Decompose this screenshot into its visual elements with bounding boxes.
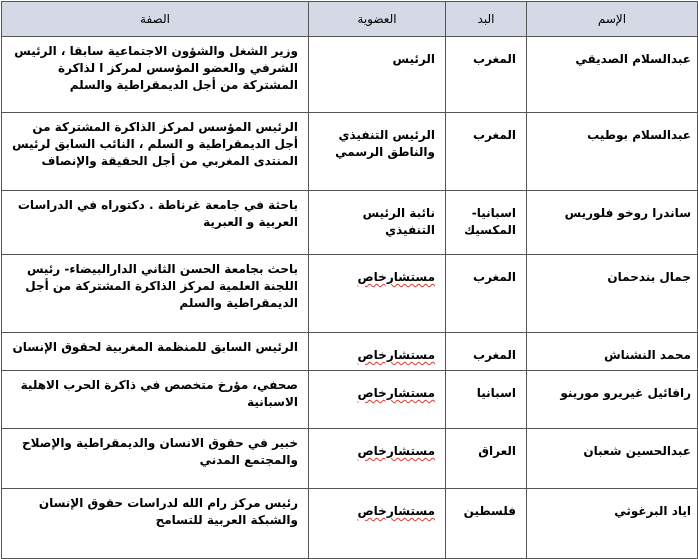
cell-name: محمد النشناش <box>527 333 698 371</box>
cell-name: عبدالسلام الصديقي <box>527 37 698 113</box>
header-country: البد <box>446 2 527 37</box>
header-name: الإسم <box>527 2 698 37</box>
cell-description: خبير في حقوق الانسان والديمقراطية والإصلاح والمجتمع المدني <box>2 429 309 489</box>
membership-text: مستشارخاص <box>357 348 435 362</box>
table-row <box>2 489 698 559</box>
header-membership: العضوية <box>309 2 446 37</box>
cell-country: المغرب <box>446 255 527 333</box>
table-row <box>2 113 698 191</box>
cell-name: عبدالسلام بوطيب <box>527 113 698 191</box>
cell-description: الرئيس السابق للمنظمة المغربية لحقوق الإنسان <box>2 333 309 371</box>
header-description: الصفة <box>2 2 309 37</box>
cell-membership: الرئيس <box>309 37 446 113</box>
cell-membership <box>309 489 446 559</box>
cell-country: اسبانيا- المكسيك <box>446 191 527 255</box>
cell-membership: الرئيس التنفيذي والناطق الرسمي <box>309 113 446 191</box>
members-table <box>1 1 698 559</box>
cell-membership <box>309 255 446 333</box>
cell-membership <box>309 371 446 429</box>
membership-text: مستشارخاص <box>357 270 435 284</box>
membership-text: مستشارخاص <box>357 444 435 458</box>
membership-text: مستشارخاص <box>357 504 435 518</box>
cell-description: صحفي، مؤرخ متخصص في ذاكرة الحرب الاهلية الاسبانية <box>2 371 309 429</box>
cell-country: فلسطين <box>446 489 527 559</box>
cell-country: المغرب <box>446 113 527 191</box>
cell-membership <box>309 429 446 489</box>
cell-name: رافائيل غيريرو مورينو <box>527 371 698 429</box>
cell-description: وزير الشغل والشؤون الاجتماعية سابقا ، الرئيس الشرفي والعضو المؤسس لمركز ا لذاكرة المشتركة من أجل الديمقراطية والسلم <box>2 37 309 113</box>
cell-description: باحثة في جامعة غرناطة . دكتوراه في الدراسات العربية و العبرية <box>2 191 309 255</box>
cell-name: اياد البرغوثي <box>527 489 698 559</box>
membership-text: مستشارخاص <box>357 386 435 400</box>
header-row <box>2 2 698 37</box>
table-row <box>2 191 698 255</box>
table-row <box>2 371 698 429</box>
cell-membership <box>309 333 446 371</box>
cell-country: المغرب <box>446 333 527 371</box>
table-row <box>2 429 698 489</box>
cell-name: عبدالحسين شعبان <box>527 429 698 489</box>
table-row <box>2 333 698 371</box>
table-row <box>2 255 698 333</box>
cell-description: الرئيس المؤسس لمركز الذاكرة المشتركة من أجل الديمقراطية و السلم ، النائب السابق لرئيس المنتدى المغربي من أجل الحقيقة والإنصاف <box>2 113 309 191</box>
cell-description: باحث بجامعة الحسن الثاني الدارالبيضاء- رئيس اللجنة العلمية لمركز الذاكرة المشتركة من أجل الديمقراطية والسلم <box>2 255 309 333</box>
table-row <box>2 37 698 113</box>
cell-country: اسبانيا <box>446 371 527 429</box>
cell-country: المغرب <box>446 37 527 113</box>
cell-country: العراق <box>446 429 527 489</box>
cell-description: رئيس مركز رام الله لدراسات حقوق الإنسان والشبكة العربية للتسامح <box>2 489 309 559</box>
cell-name: جمال بندحمان <box>527 255 698 333</box>
cell-name: ساندرا روخو فلوريس <box>527 191 698 255</box>
cell-membership: نائبة الرئيس التنفيذي <box>309 191 446 255</box>
